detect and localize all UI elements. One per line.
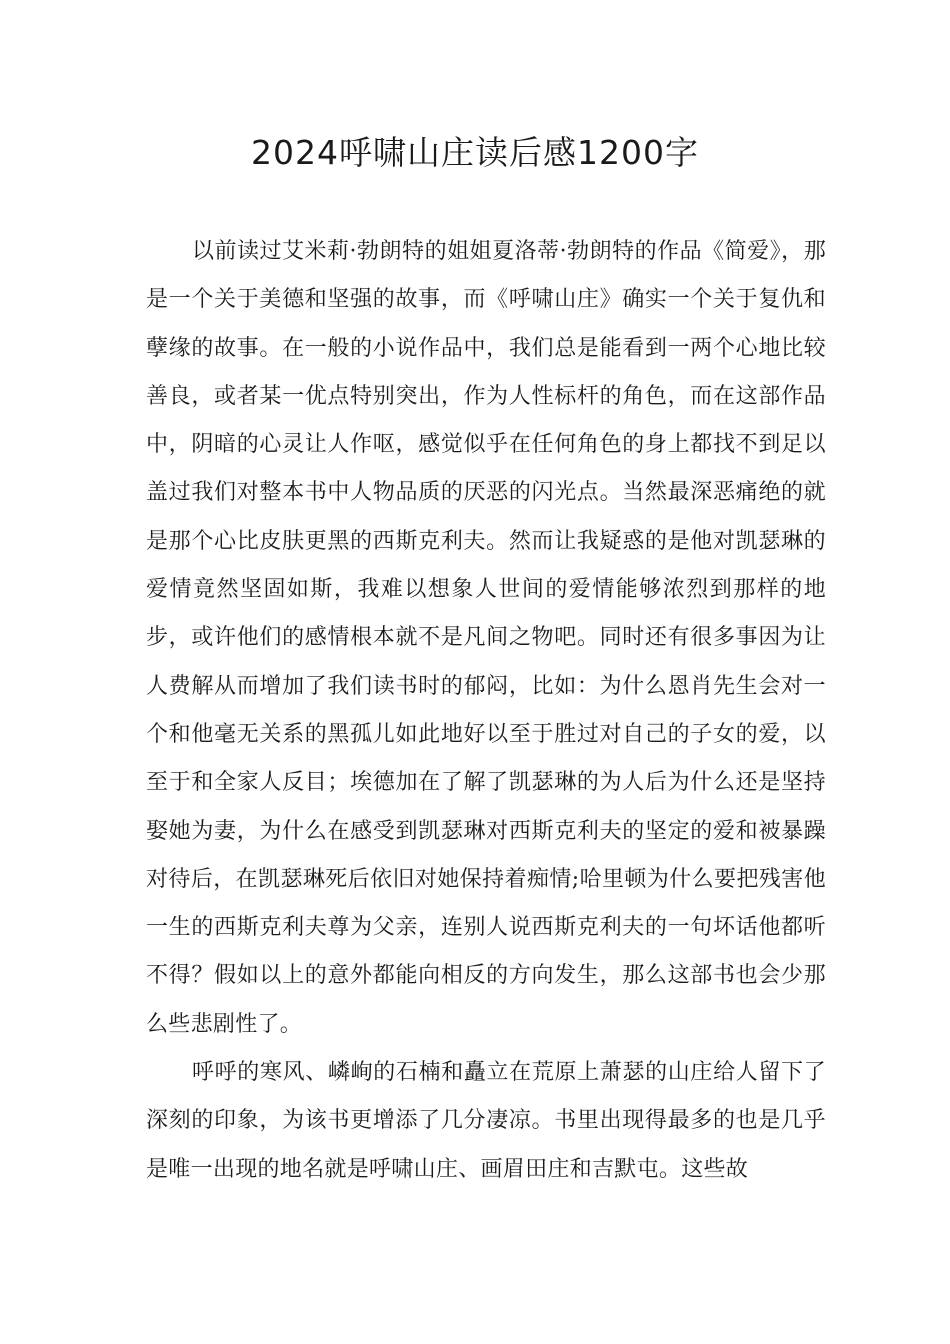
document-title: 2024呼啸山庄读后感1200字	[251, 133, 699, 172]
document-body	[146, 228, 826, 1194]
paragraph-1: 以前读过艾米莉·勃朗特的姐姐夏洛蒂·勃朗特的作品《简爱》，那是一个关于美德和坚强的故事，而《呼啸山庄》确实一个关于复仇和孽缘的故事。在一般的小说作品中，我们总是能看到一两个心地比较善良，或者某一优点特别突出，作为人性标杆的角色，而在这部作品中，阴暗的心灵让人作呕，感觉似乎在任何角色的身上都找不到足以盖过我们对整本书中人物品质的厌恶的闪光点。当然最深恶痛绝的就是那个心比皮肤更黑的西斯克利夫。然而让我疑惑的是他对凯瑟琳的爱情竟然坚固如斯，我难以想象人世间的爱情能够浓烈到那样的地步，或许他们的感情根本就不是凡间之物吧。同时还有很多事因为让人费解从而增加了我们读书时的郁闷，比如：为什么恩肖先生会对一个和他毫无关系的黑孤儿如此地好以至于胜过对自己的子女的爱，以至于和全家人反目；埃德加在了解了凯瑟琳的为人后为什么还是坚持娶她为妻，为什么在感受到凯瑟琳对西斯克利夫的坚定的爱和被暴躁对待后，在凯瑟琳死后依旧对她保持着痴情;哈里顿为什么要把残害他一生的西斯克利夫尊为父亲，连别人说西斯克利夫的一句坏话他都听不得？假如以上的意外都能向相反的方向发生，那么这部书也会少那么些悲剧性了。	[146, 239, 826, 1037]
paragraph-2: 呼呼的寒风、嶙峋的石楠和矗立在荒原上萧瑟的山庄给人留下了深刻的印象，为该书更增添了几分凄凉。书里出现得最多的也是几乎是唯一出现的地名就是呼啸山庄、画眉田庄和吉默屯。这些故	[146, 1060, 826, 1182]
